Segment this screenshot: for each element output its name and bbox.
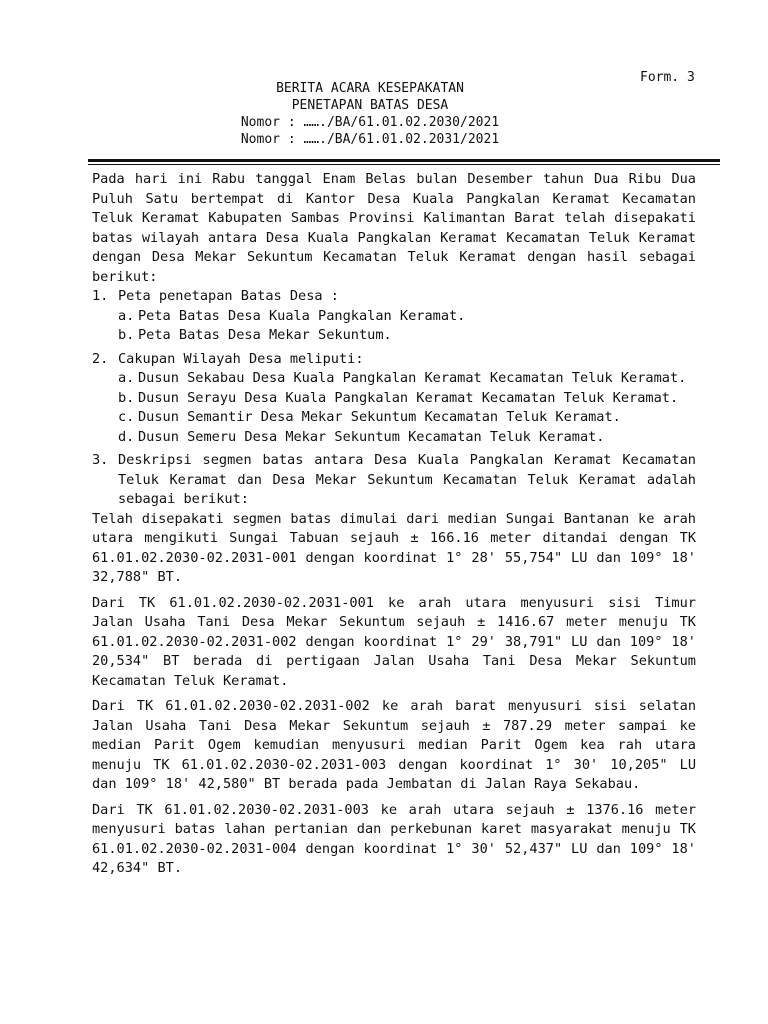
title-line-2: PENETAPAN BATAS DESA [291, 98, 449, 113]
list-item-text: Peta penetapan Batas Desa : [118, 288, 339, 304]
sub-item-text: Dusun Serayu Desa Kuala Pangkalan Keramat Kecamatan Teluk Keramat. [138, 389, 679, 406]
sub-item-text: Dusun Sekabau Desa Kuala Pangkalan Keramat Kecamatan Teluk Keramat. [138, 370, 687, 386]
sub-item-text: Peta Batas Desa Mekar Sekuntum. [138, 327, 392, 343]
sub-item-2b [92, 389, 696, 409]
sub-item-1a [92, 307, 696, 327]
segment-paragraph-1: Telah disepakati segmen batas dimulai dari median Sungai Bantanan ke arah utara mengikuti Sungai Tabuan sejauh ± 166.16 meter ditandai dengan TK 61.01.02.2030-02.2031-001 dengan koordinat 1° 28' 55,754" LU dan 109° 18' 32,788" BT. [92, 510, 696, 585]
list-item-2 [92, 350, 696, 370]
segment-paragraph-3: Dari TK 61.01.02.2030-02.2031-002 ke arah barat menyusuri sisi selatan Jalan Usaha Tani Desa Mekar Sekuntum sejauh ± 787.29 meter sampai ke median Parit Ogem kemudian menyusuri median Parit Ogem kea rah utara menuju TK 61.01.02.2030-02.2031-003 dengan koordinat 1° 30' 10,205" LU dan 109° 18' 42,580" BT berada pada Jembatan di Jalan Raya Sekabau. [92, 698, 696, 792]
sub-item-text: Dusun Semantir Desa Mekar Sekuntum Kecamatan Teluk Keramat. [138, 409, 621, 425]
title-line-1: BERITA ACARA KESEPAKATAN [276, 81, 464, 96]
intro-paragraph: Pada hari ini Rabu tanggal Enam Belas bulan Desember tahun Dua Ribu Dua Puluh Satu bertempat di Kantor Desa Kuala Pangkalan Keramat Kecamatan Teluk Keramat Kabupaten Sambas Provinsi Kalimantan Barat telah disepakati batas wilayah antara Desa Kuala Pangkalan Keramat Kecamatan Teluk Keramat dengan Desa Mekar Sekuntum Kecamatan Teluk Keramat dengan hasil sebagai berikut: [92, 171, 696, 285]
document-title [190, 80, 550, 148]
sub-item-2c [92, 408, 696, 428]
segment-paragraph-2: Dari TK 61.01.02.2030-02.2031-001 ke arah utara menyusuri sisi Timur Jalan Usaha Tani Desa Mekar Sekuntum sejauh ± 1416.67 meter menuju TK 61.01.02.2030-02.2031-002 dengan koordinat 1° 29' 38,791" LU dan 109° 18' 20,534" BT berada di pertigaan Jalan Usaha Tani Desa Mekar Sekuntum Kecamatan Teluk Keramat. [92, 594, 696, 689]
document-number-2: Nomor : ……./BA/61.01.02.2031/2021 [240, 132, 500, 147]
list-item-1 [92, 287, 696, 307]
sub-letter: b. [118, 389, 135, 406]
header-divider-thin [88, 164, 720, 165]
sub-item-2d [92, 428, 696, 448]
document-number-1: Nomor : ……./BA/61.01.02.2030/2021 [240, 115, 500, 130]
list-item-3 [92, 451, 696, 510]
list-item-text: Cakupan Wilayah Desa meliputi: [118, 350, 364, 367]
list-item-text: Deskripsi segmen batas antara Desa Kuala Pangkalan Keramat Kecamatan Teluk Keramat dan Desa Mekar Sekuntum Kecamatan Teluk Keramat adalah sebagai berikut: [118, 452, 696, 507]
sub-letter: a. [118, 307, 135, 324]
sub-item-text: Dusun Semeru Desa Mekar Sekuntum Kecamatan Teluk Keramat. [138, 428, 605, 445]
header-divider [88, 159, 720, 162]
list-number: 3. [92, 452, 109, 468]
list-number: 1. [92, 288, 109, 304]
form-number: Form. 3 [640, 70, 695, 85]
sub-item-2a [92, 369, 696, 389]
sub-item-1b [92, 326, 696, 346]
segment-paragraph-4: Dari TK 61.01.02.2030-02.2031-003 ke arah utara sejauh ± 1376.16 meter menyusuri batas lahan pertanian dan perkebunan karet masyarakat menuju TK 61.01.02.2030-02.2031-004 dengan koordinat 1° 30' 52,437" LU dan 109° 18' 42,634" BT. [92, 801, 696, 876]
document-body [92, 170, 696, 885]
list-number: 2. [92, 350, 109, 367]
sub-letter: b. [118, 327, 135, 343]
sub-letter: d. [118, 428, 135, 445]
sub-letter: a. [118, 370, 135, 386]
sub-item-text: Peta Batas Desa Kuala Pangkalan Keramat. [138, 307, 466, 324]
sub-letter: c. [118, 409, 135, 425]
